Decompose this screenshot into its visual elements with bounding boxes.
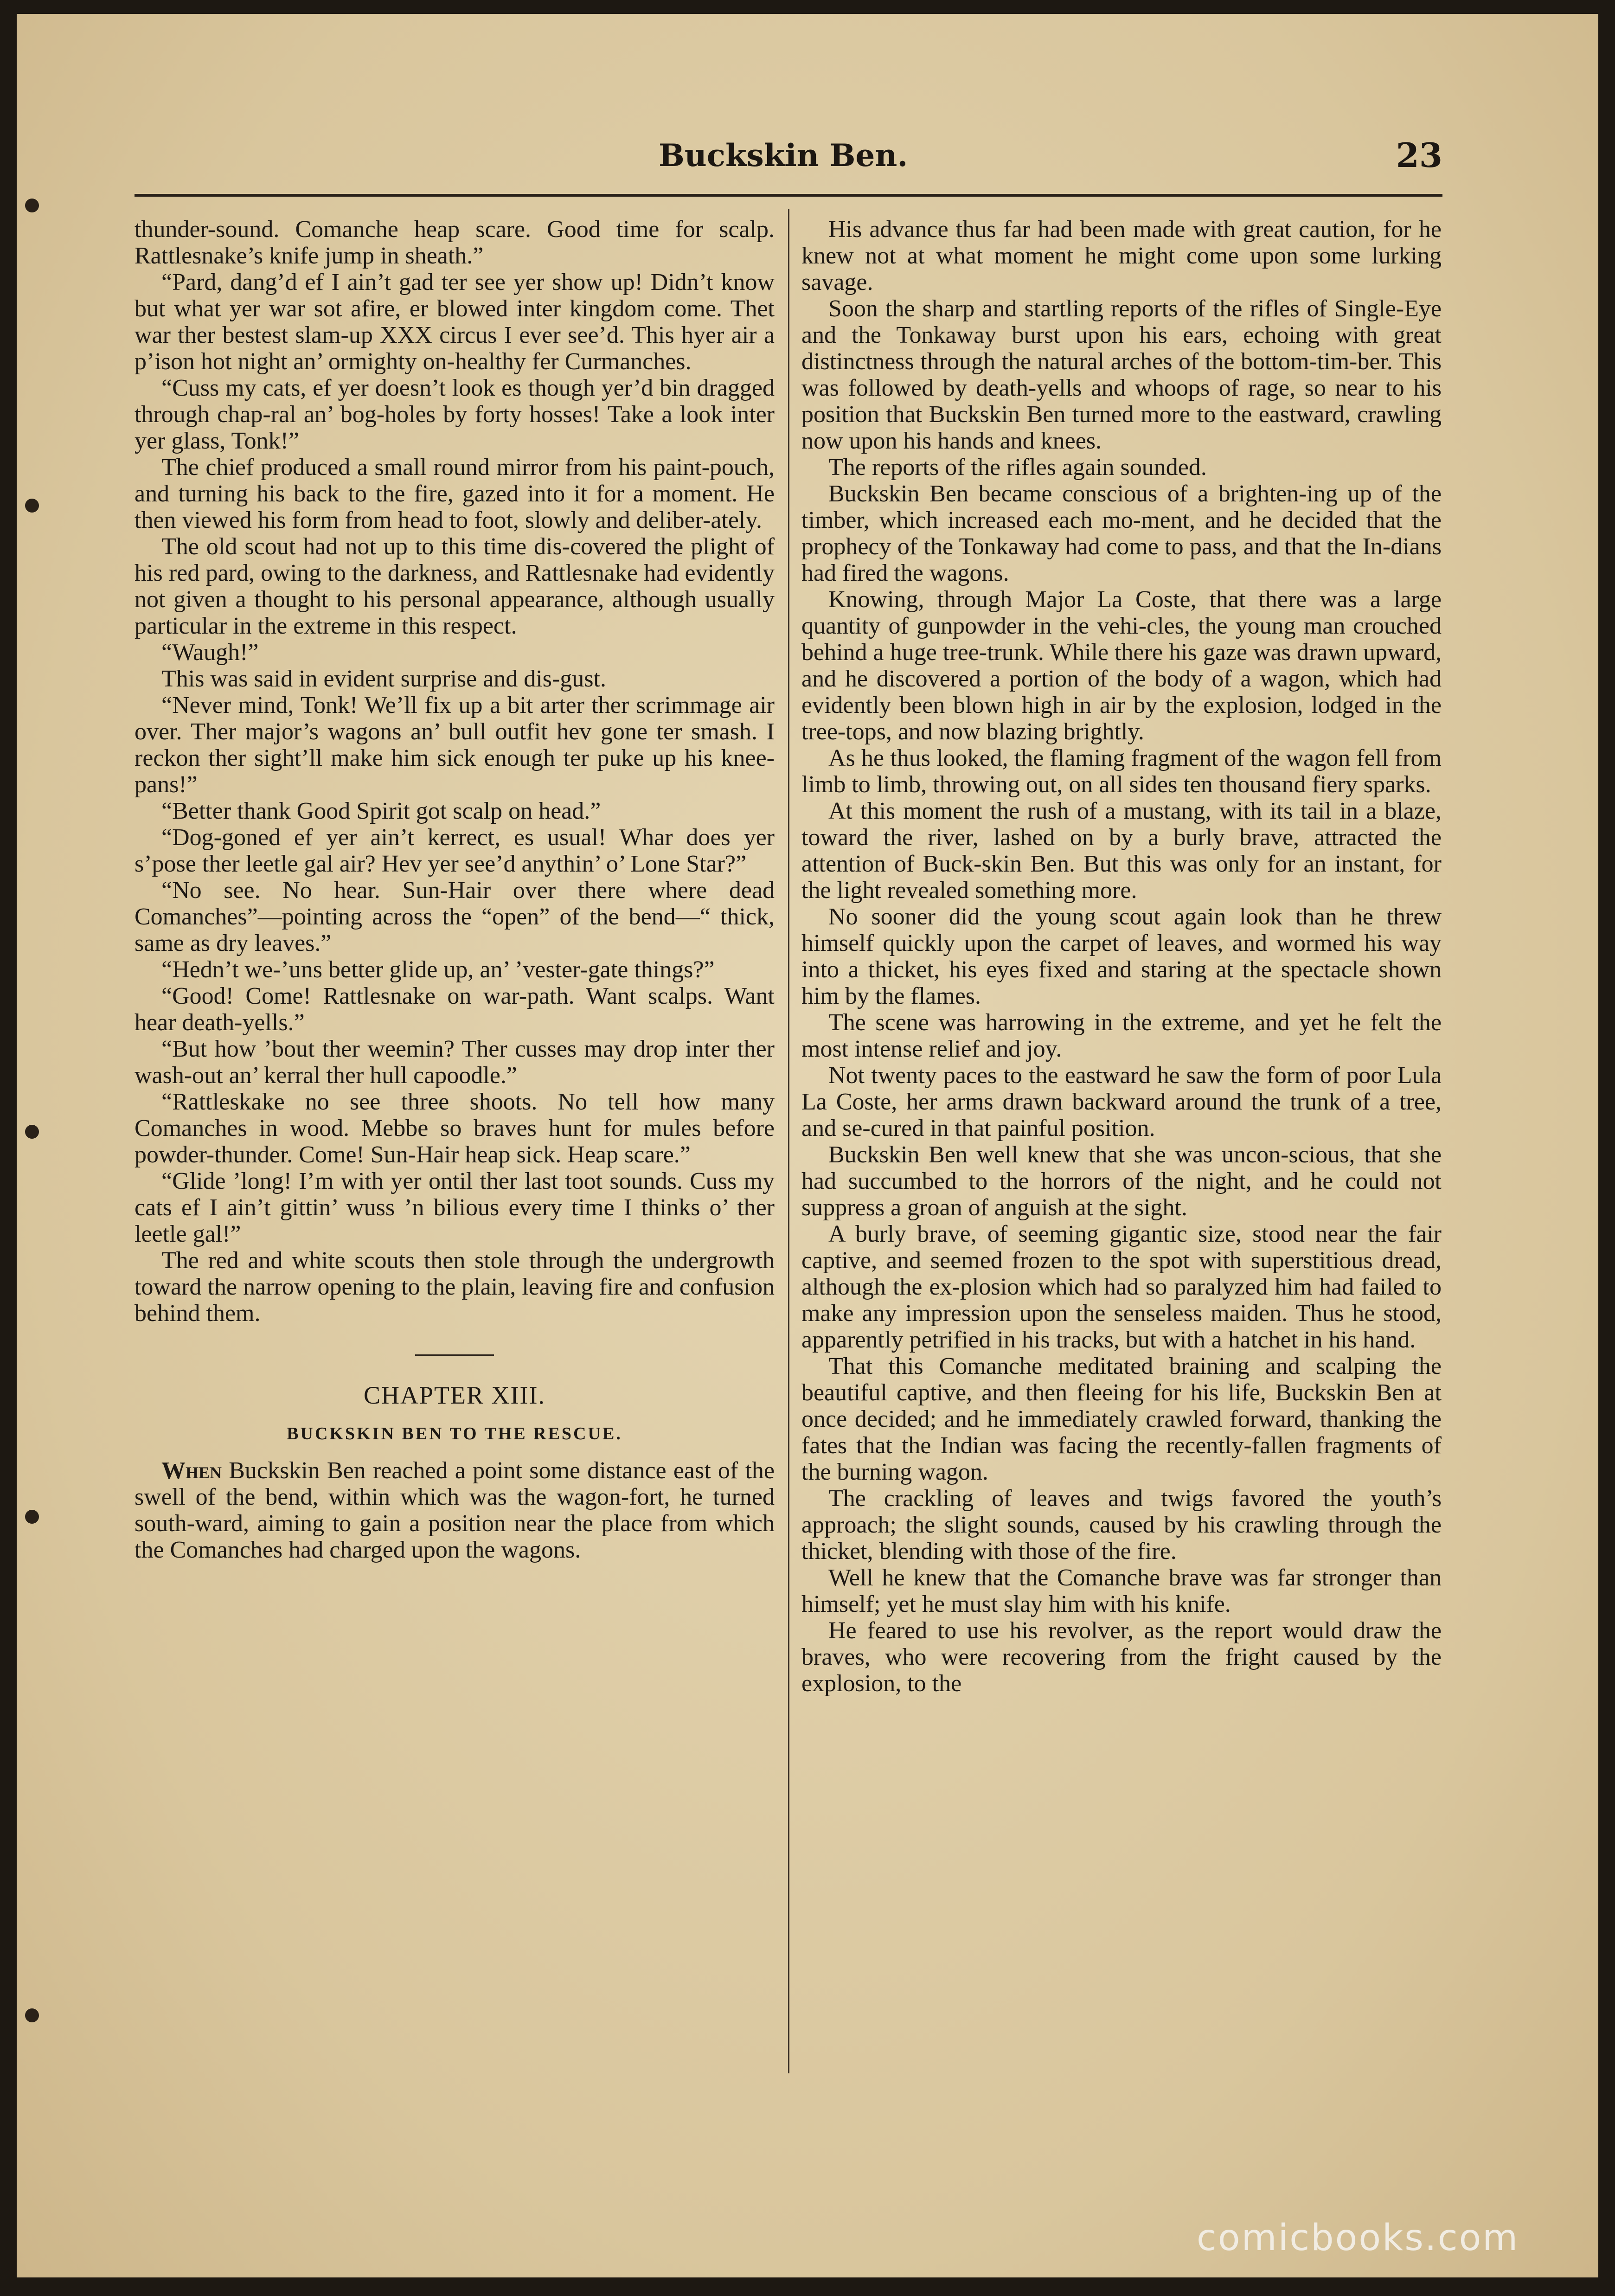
paragraph: Buckskin Ben well knew that she was uncon-scious, that she had succumbed to the horrors of the night, and he could not suppress a groan of anguish at the sight.	[801, 1142, 1442, 1221]
paragraph: The red and white scouts then stole through the undergrowth toward the narrow opening to the plain, leaving fire and confusion behind them.	[135, 1247, 775, 1327]
paragraph: A burly brave, of seeming gigantic size, stood near the fair captive, and seemed frozen to the spot with superstitious dread, although the ex-plosion which had so paralyzed him had failed to make any impression upon the senseless maiden. Thus he stood, apparently petrified in his tracks, but with a hatchet in his hand.	[801, 1221, 1442, 1353]
paragraph: No sooner did the young scout again look than he threw himself quickly upon the carpet of leaves, and wormed his way into a thicket, his eyes fixed and staring at the spectacle shown him by the flames.	[801, 904, 1442, 1009]
paragraph: The chief produced a small round mirror from his paint-pouch, and turning his back to the fire, gazed into it for a moment. He then viewed his form from head to foot, slowly and deliber-ately.	[135, 454, 775, 533]
paragraph: “Good! Come! Rattlesnake on war-path. Want scalps. Want hear death-yells.”	[135, 983, 775, 1036]
paragraph: That this Comanche meditated braining and scalping the beautiful captive, and then fleeing for his life, Buckskin Ben at once decided; and he immediately crawled forward, thanking the fates that the Indian was facing the recently-fallen fragments of the burning wagon.	[801, 1353, 1442, 1485]
paragraph: “Dog-goned ef yer ain’t kerrect, es usual! Whar does yer s’pose ther leetle gal air? Hev yer see’d anythin’ o’ Lone Star?”	[135, 824, 775, 877]
paragraph: This was said in evident surprise and dis-gust.	[161, 666, 606, 692]
left-column	[135, 216, 775, 1563]
chapter-subtitle: BUCKSKIN BEN TO THE RESCUE.	[287, 1424, 622, 1443]
paragraph: The scene was harrowing in the extreme, and yet he felt the most intense relief and joy.	[801, 1009, 1442, 1062]
binding-hole	[25, 1125, 39, 1139]
paragraph: “Pard, dang’d ef I ain’t gad ter see yer show up! Didn’t know but what yer war sot afire, er blowed inter kingdom come. Thet war ther bestest slam-up XXX circus I ever see’d. This hyer air a p’ison hot night an’ ormighty on-healthy fer Curmanches.	[135, 269, 775, 375]
paragraph: “No see. No hear. Sun-Hair over there where dead Comanches”—pointing across the “open” of the bend—“ thick, same as dry leaves.”	[135, 877, 775, 956]
paragraph: Knowing, through Major La Coste, that there was a large quantity of gunpowder in the vehi-cles, the young man crouched behind a huge tree-trunk. While there his gaze was drawn upward, and he discovered a portion of the body of a wagon, which had evidently been blown high in air by the explosion, lodged in the tree-tops, and now blazing brightly.	[801, 586, 1442, 745]
paragraph: “Cuss my cats, ef yer doesn’t look es though yer’d bin dragged through chap-ral an’ bog-holes by forty hosses! Take a look inter yer glass, Tonk!”	[135, 375, 775, 454]
paragraph: Well he knew that the Comanche brave was far stronger than himself; yet he must slay him with his knife.	[801, 1565, 1442, 1617]
paragraph: At this moment the rush of a mustang, with its tail in a blaze, toward the river, lashed on by a burly brave, attracted the attention of Buck-skin Ben. But this was only for an instant, for the light revealed something more.	[801, 798, 1442, 904]
paragraph: As he thus looked, the flaming fragment of the wagon fell from limb to limb, throwing out, on all sides ten thousand fiery sparks.	[801, 745, 1442, 798]
opening-text: Buckskin Ben reached a point some distance east of the swell of the bend, within which was the wagon-fort, he turned south-ward, aiming to gain a position near the place from which the Comanches had charged upon the wagons.	[135, 1457, 775, 1563]
paragraph: “Waugh!”	[161, 639, 259, 666]
opening-word: When	[161, 1457, 222, 1484]
page-number: 23	[1396, 135, 1442, 175]
binding-hole	[25, 199, 39, 212]
header-rule	[135, 194, 1442, 197]
running-header	[135, 133, 1442, 184]
column-divider	[788, 209, 789, 2073]
section-rule	[415, 1354, 494, 1356]
right-column	[801, 216, 1442, 1697]
chapter-title: CHAPTER XIII.	[364, 1381, 545, 1409]
paragraph: The reports of the rifles again sounded.	[828, 454, 1207, 481]
binding-hole	[25, 2008, 39, 2022]
paragraph: The crackling of leaves and twigs favored the youth’s approach; the slight sounds, caused by his crawling through the thicket, blending with those of the fire.	[801, 1485, 1442, 1565]
paragraph: The old scout had not up to this time dis-covered the plight of his red pard, owing to the darkness, and Rattlesnake had evidently not given a thought to his personal appearance, although usually particular in the extreme in this respect.	[135, 533, 775, 639]
site-watermark: comicbooks.com	[1197, 2217, 1519, 2259]
chapter-opening-paragraph	[135, 1457, 775, 1563]
paragraph: “Better thank Good Spirit got scalp on head.”	[161, 798, 601, 824]
paragraph: “Glide ’long! I’m with yer ontil ther last toot sounds. Cuss my cats ef I ain’t gittin’ wuss ’n bilious every time I thinks o’ ther leetle gal!”	[135, 1168, 775, 1247]
paragraph: He feared to use his revolver, as the report would draw the braves, who were recovering from the fright caused by the explosion, to the	[801, 1617, 1442, 1697]
running-title: Buckskin Ben.	[659, 137, 908, 173]
paragraph: Soon the sharp and startling reports of the rifles of Single-Eye and the Tonkaway burst upon his ears, echoing with great distinctness through the natural arches of the bottom-tim-ber. This was followed by death-yells and whoops of rage, so near to his position that Buckskin Ben turned more to the eastward, crawling now upon his hands and knees.	[801, 295, 1442, 454]
paragraph: “But how ’bout ther weemin? Ther cusses may drop inter ther wash-out an’ kerral ther hull capoodle.”	[135, 1036, 775, 1089]
paragraph: thunder-sound. Comanche heap scare. Good time for scalp. Rattlesnake’s knife jump in sheath.”	[135, 216, 775, 269]
paragraph: “Hedn’t we-’uns better glide up, an’ ’vester-gate things?”	[161, 956, 715, 983]
binding-hole	[25, 499, 39, 513]
binding-hole	[25, 1510, 39, 1524]
paragraph: “Never mind, Tonk! We’ll fix up a bit arter ther scrimmage air over. Ther major’s wagons an’ bull outfit hev gone ter smash. I reckon ther sight’ll make him sick enough ter puke up his knee-pans!”	[135, 692, 775, 798]
paragraph: “Rattleskake no see three shoots. No tell how many Comanches in wood. Mebbe so braves hunt for mules before powder-thunder. Come! Sun-Hair heap sick. Heap scare.”	[135, 1089, 775, 1168]
paragraph: Buckskin Ben became conscious of a brighten-ing up of the timber, which increased each mo-ment, and he decided that the prophecy of the Tonkaway had come to pass, and that the In-dians had fired the wagons.	[801, 481, 1442, 586]
paragraph: His advance thus far had been made with great caution, for he knew not at what moment he might come upon some lurking savage.	[801, 216, 1442, 295]
paragraph: Not twenty paces to the eastward he saw the form of poor Lula La Coste, her arms drawn backward around the trunk of a tree, and se-cured in that painful position.	[801, 1062, 1442, 1142]
